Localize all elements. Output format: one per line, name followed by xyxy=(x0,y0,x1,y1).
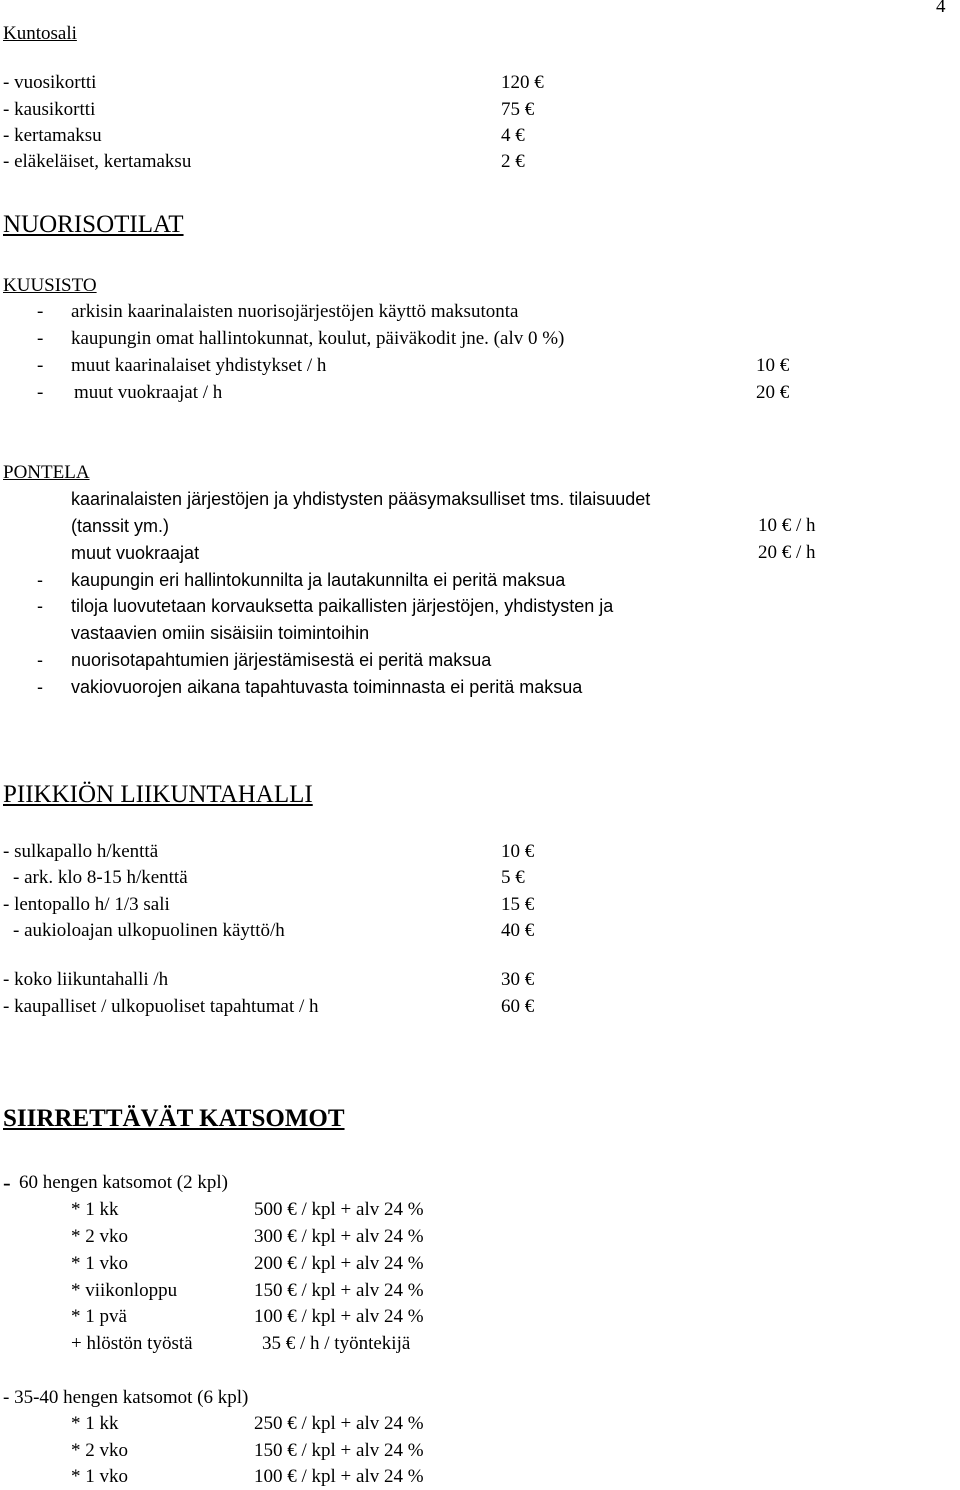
list-item-price: 2 € xyxy=(501,151,525,172)
list-item-dash: - xyxy=(37,328,44,349)
list-item-text: kaupungin eri hallintokunnilta ja lautakunnilta ei peritä maksua xyxy=(71,570,566,590)
list-item-text: tiloja luovutetaan korvauksetta paikallisten järjestöjen, yhdistysten ja xyxy=(71,596,614,616)
list-item-label: - lentopallo h/ 1/3 sali xyxy=(3,894,170,915)
list-item-price: 200 € / kpl + alv 24 % xyxy=(254,1253,424,1274)
kuntosali-title: Kuntosali xyxy=(3,23,77,44)
pontela-line: muut vuokraajat xyxy=(71,543,200,563)
list-item-price: 4 € xyxy=(501,125,525,146)
list-item-dash: - xyxy=(37,596,43,616)
pontela-line: (tanssit ym.) xyxy=(71,516,170,536)
list-item-dash: - xyxy=(37,355,44,376)
list-item-label: + hlöstön työstä xyxy=(71,1333,193,1354)
list-item-price: 35 € / h / työntekijä xyxy=(262,1333,411,1354)
list-item-price: 120 € xyxy=(501,72,544,93)
list-item-label: - kaupalliset / ulkopuoliset tapahtumat / h xyxy=(3,996,319,1017)
list-item-label: * 1 kk xyxy=(71,1199,119,1220)
list-item-label: * 2 vko xyxy=(71,1226,128,1247)
list-item-price: 500 € / kpl + alv 24 % xyxy=(254,1199,424,1220)
list-item-label: - kausikortti xyxy=(3,99,96,120)
list-item-price: 5 € xyxy=(501,867,525,888)
list-item-price: 15 € xyxy=(501,894,535,915)
list-item-dash: - xyxy=(37,570,43,590)
list-item-text: nuorisotapahtumien järjestämisestä ei peritä maksua xyxy=(71,650,492,670)
katsomot-title: SIIRRETTÄVÄT KATSOMOT xyxy=(3,1105,345,1132)
group-title: - 35-40 hengen katsomot (6 kpl) xyxy=(3,1387,249,1408)
list-item-price: 75 € xyxy=(501,99,535,120)
list-item-text: muut vuokraajat / h xyxy=(74,382,223,403)
list-item-label: * 1 vko xyxy=(71,1253,128,1274)
kuusisto-title: KUUSISTO xyxy=(3,275,97,296)
list-item-dash: - xyxy=(37,301,44,322)
list-item-price: 100 € / kpl + alv 24 % xyxy=(254,1306,424,1327)
list-item-dash: - xyxy=(37,677,43,697)
list-item-label: * 1 pvä xyxy=(71,1306,127,1327)
list-item-price: 150 € / kpl + alv 24 % xyxy=(254,1280,424,1301)
list-item-label: * 1 kk xyxy=(71,1413,119,1434)
list-item-price: 150 € / kpl + alv 24 % xyxy=(254,1440,424,1461)
list-item-text: muut kaarinalaiset yhdistykset / h xyxy=(71,355,327,376)
page-number: 4 xyxy=(936,0,946,17)
list-item-label: - aukioloajan ulkopuolinen käyttö/h xyxy=(13,920,285,941)
list-item-text: kaupungin omat hallintokunnat, koulut, päiväkodit jne. (alv 0 %) xyxy=(71,328,565,349)
list-item-label: - ark. klo 8-15 h/kenttä xyxy=(13,867,188,888)
list-item-price: 30 € xyxy=(501,969,535,990)
group-dash: - xyxy=(3,1170,11,1195)
list-item-text: vastaavien omiin sisäisiin toimintoihin xyxy=(71,623,370,643)
list-item-price: 10 € xyxy=(501,841,535,862)
list-item-dash: - xyxy=(37,650,43,670)
pontela-title: PONTELA xyxy=(3,462,90,483)
list-item-label: * viikonloppu xyxy=(71,1280,178,1301)
list-item-label: - kertamaksu xyxy=(3,125,102,146)
list-item-label: * 1 vko xyxy=(71,1466,128,1487)
list-item-price: 300 € / kpl + alv 24 % xyxy=(254,1226,424,1247)
list-item-label: - koko liikuntahalli /h xyxy=(3,969,169,990)
list-item-text: vakiovuorojen aikana tapahtuvasta toiminnasta ei peritä maksua xyxy=(71,677,583,697)
pontela-price: 10 € / h xyxy=(758,515,816,536)
list-item-label: - sulkapallo h/kenttä xyxy=(3,841,159,862)
list-item-text: arkisin kaarinalaisten nuorisojärjestöjen käyttö maksutonta xyxy=(71,301,519,322)
list-item-price: 60 € xyxy=(501,996,535,1017)
list-item-price: 250 € / kpl + alv 24 % xyxy=(254,1413,424,1434)
list-item-label: * 2 vko xyxy=(71,1440,128,1461)
group-title: 60 hengen katsomot (2 kpl) xyxy=(19,1172,228,1193)
list-item-price: 100 € / kpl + alv 24 % xyxy=(254,1466,424,1487)
list-item-price: 20 € xyxy=(756,382,790,403)
list-item-label: - vuosikortti xyxy=(3,72,97,93)
list-item-dash: - xyxy=(37,382,44,403)
list-item-price: 40 € xyxy=(501,920,535,941)
liikuntahalli-title: PIIKKIÖN LIIKUNTAHALLI xyxy=(3,781,313,808)
list-item-label: - eläkeläiset, kertamaksu xyxy=(3,151,192,172)
pontela-price: 20 € / h xyxy=(758,542,816,563)
nuorisotilat-title: NUORISOTILAT xyxy=(3,211,184,238)
list-item-price: 10 € xyxy=(756,355,790,376)
pontela-line: kaarinalaisten järjestöjen ja yhdistysten pääsymaksulliset tms. tilaisuudet xyxy=(71,489,651,509)
